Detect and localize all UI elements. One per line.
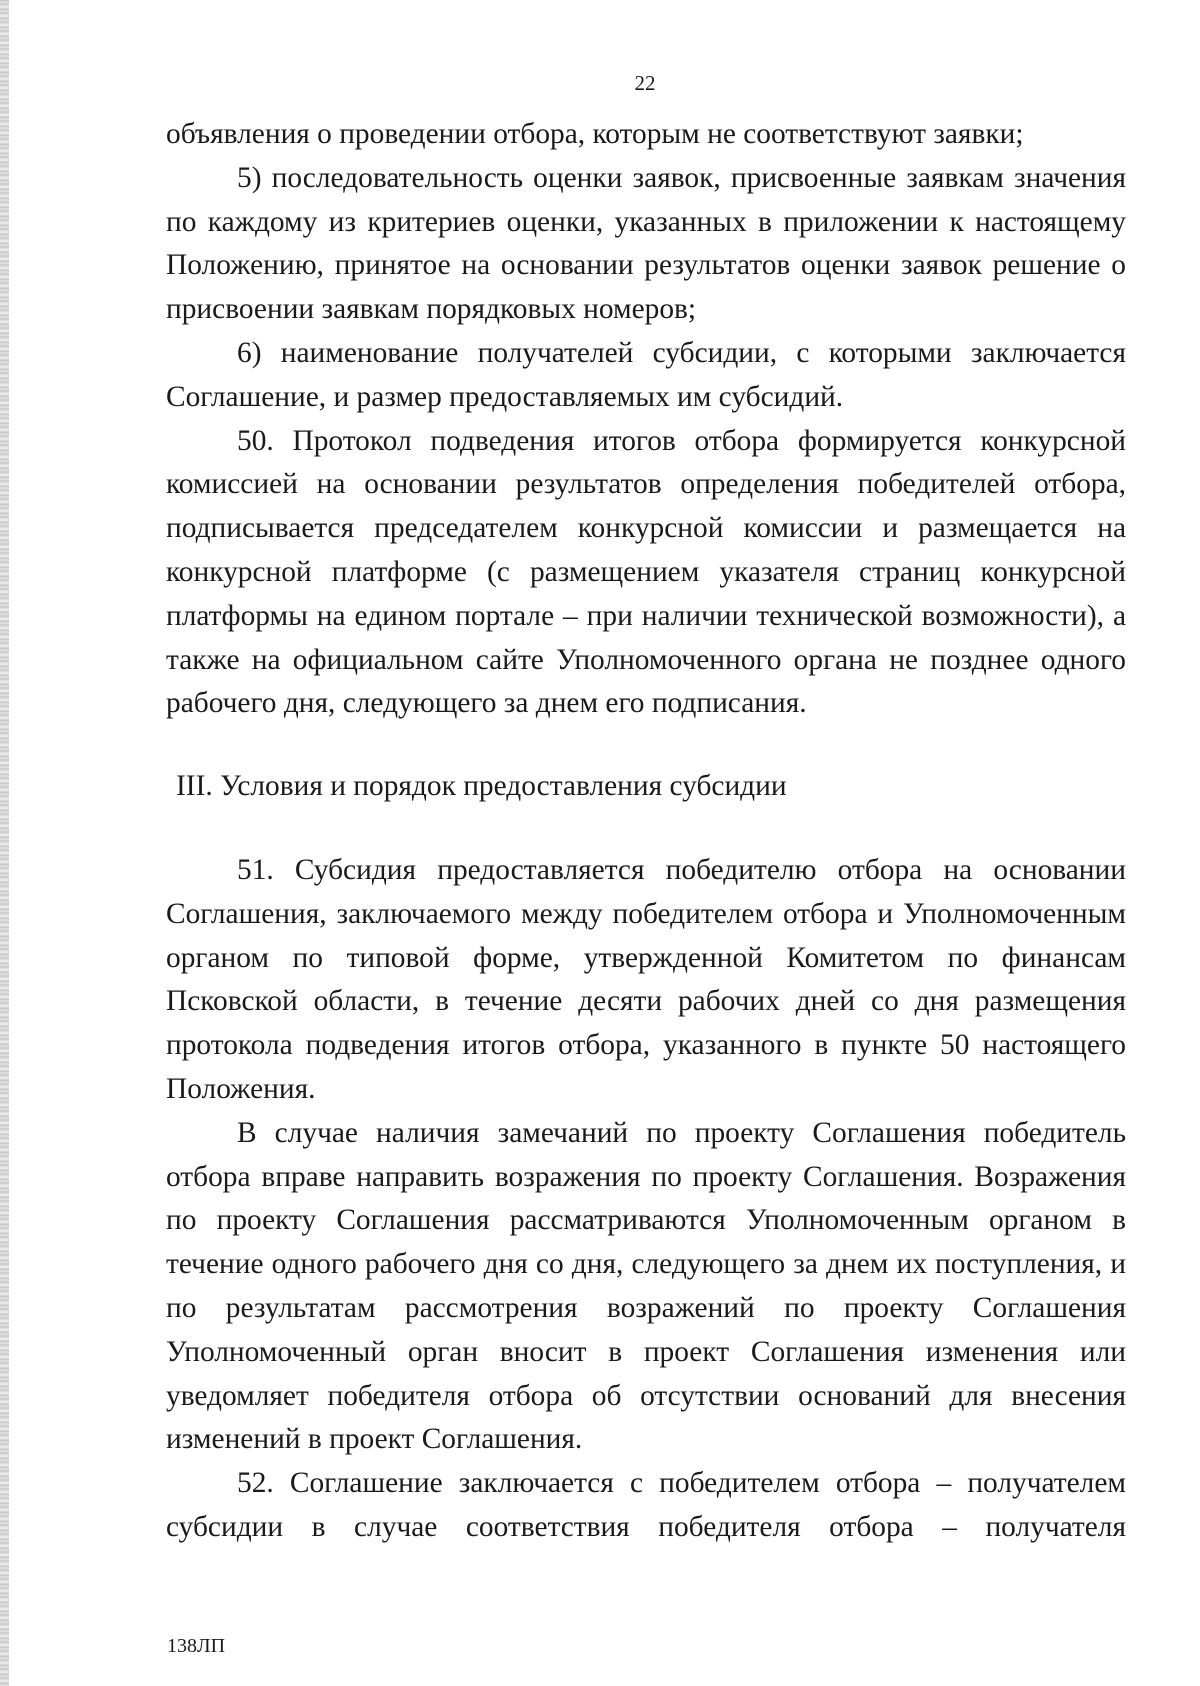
page-number: 22	[634, 71, 656, 95]
section-heading: III. Условия и порядок предоставления субсидии	[176, 770, 787, 803]
scan-edge	[0, 0, 9, 1686]
paragraph-52: 52. Соглашение заключается с победителем отбора – получателем субсидии в случае соответствия победителя отбора – получателя	[166, 1467, 1126, 1543]
paragraph-51: 51. Субсидия предоставляется победителю отбора на основании Соглашения, заключаемого между победителем отбора и Уполномоченным органом по типовой форме, утвержденной Комитетом по финансам Псковской области, в течение десяти рабочих дней со дня размещения протокола подведения итогов отбора, указанного в пункте 50 настоящего Положения.	[166, 853, 1126, 1105]
paragraph-51-objections: В случае наличия замечаний по проекту Соглашения победитель отбора вправе направить возражения по проекту Соглашения. Возражения по проекту Соглашения рассматриваются Уполномоченным органом в течение одного рабочего дня со дня, следующего за днем их поступления, и по результатам рассмотрения возражений по проекту Соглашения Уполномоченный орган вносит в проект Соглашения изменения или уведомляет победителя отбора об отсутствии оснований для внесения изменений в проект Соглашения.	[166, 1116, 1126, 1456]
document-code: 138ЛП	[167, 1635, 226, 1657]
list-item-6: 6) наименование получателей субсидии, с которыми заключается Соглашение, и размер предоставляемых им субсидий.	[166, 336, 1126, 413]
paragraph-50: 50. Протокол подведения итогов отбора формируется конкурсной комиссией на основании результатов определения победителей отбора, подписывается председателем конкурсной комиссии и размещается на конкурсной платформе (с размещением указателя страниц конкурсной платформы на едином портале – при наличии технической возможности), а также на официальном сайте Уполномоченного органа не позднее одного рабочего дня, следующего за днем его подписания.	[166, 424, 1126, 720]
paragraph-continuation: объявления о проведении отбора, которым не соответствуют заявки;	[166, 118, 1024, 150]
document-body	[166, 113, 1126, 1550]
list-item-5: 5) последовательность оценки заявок, присвоенные заявкам значения по каждому из критериев оценки, указанных в приложении к настоящему Положению, принятое на основании результатов оценки заявок решение о присвоении заявкам порядковых номеров;	[166, 161, 1126, 326]
